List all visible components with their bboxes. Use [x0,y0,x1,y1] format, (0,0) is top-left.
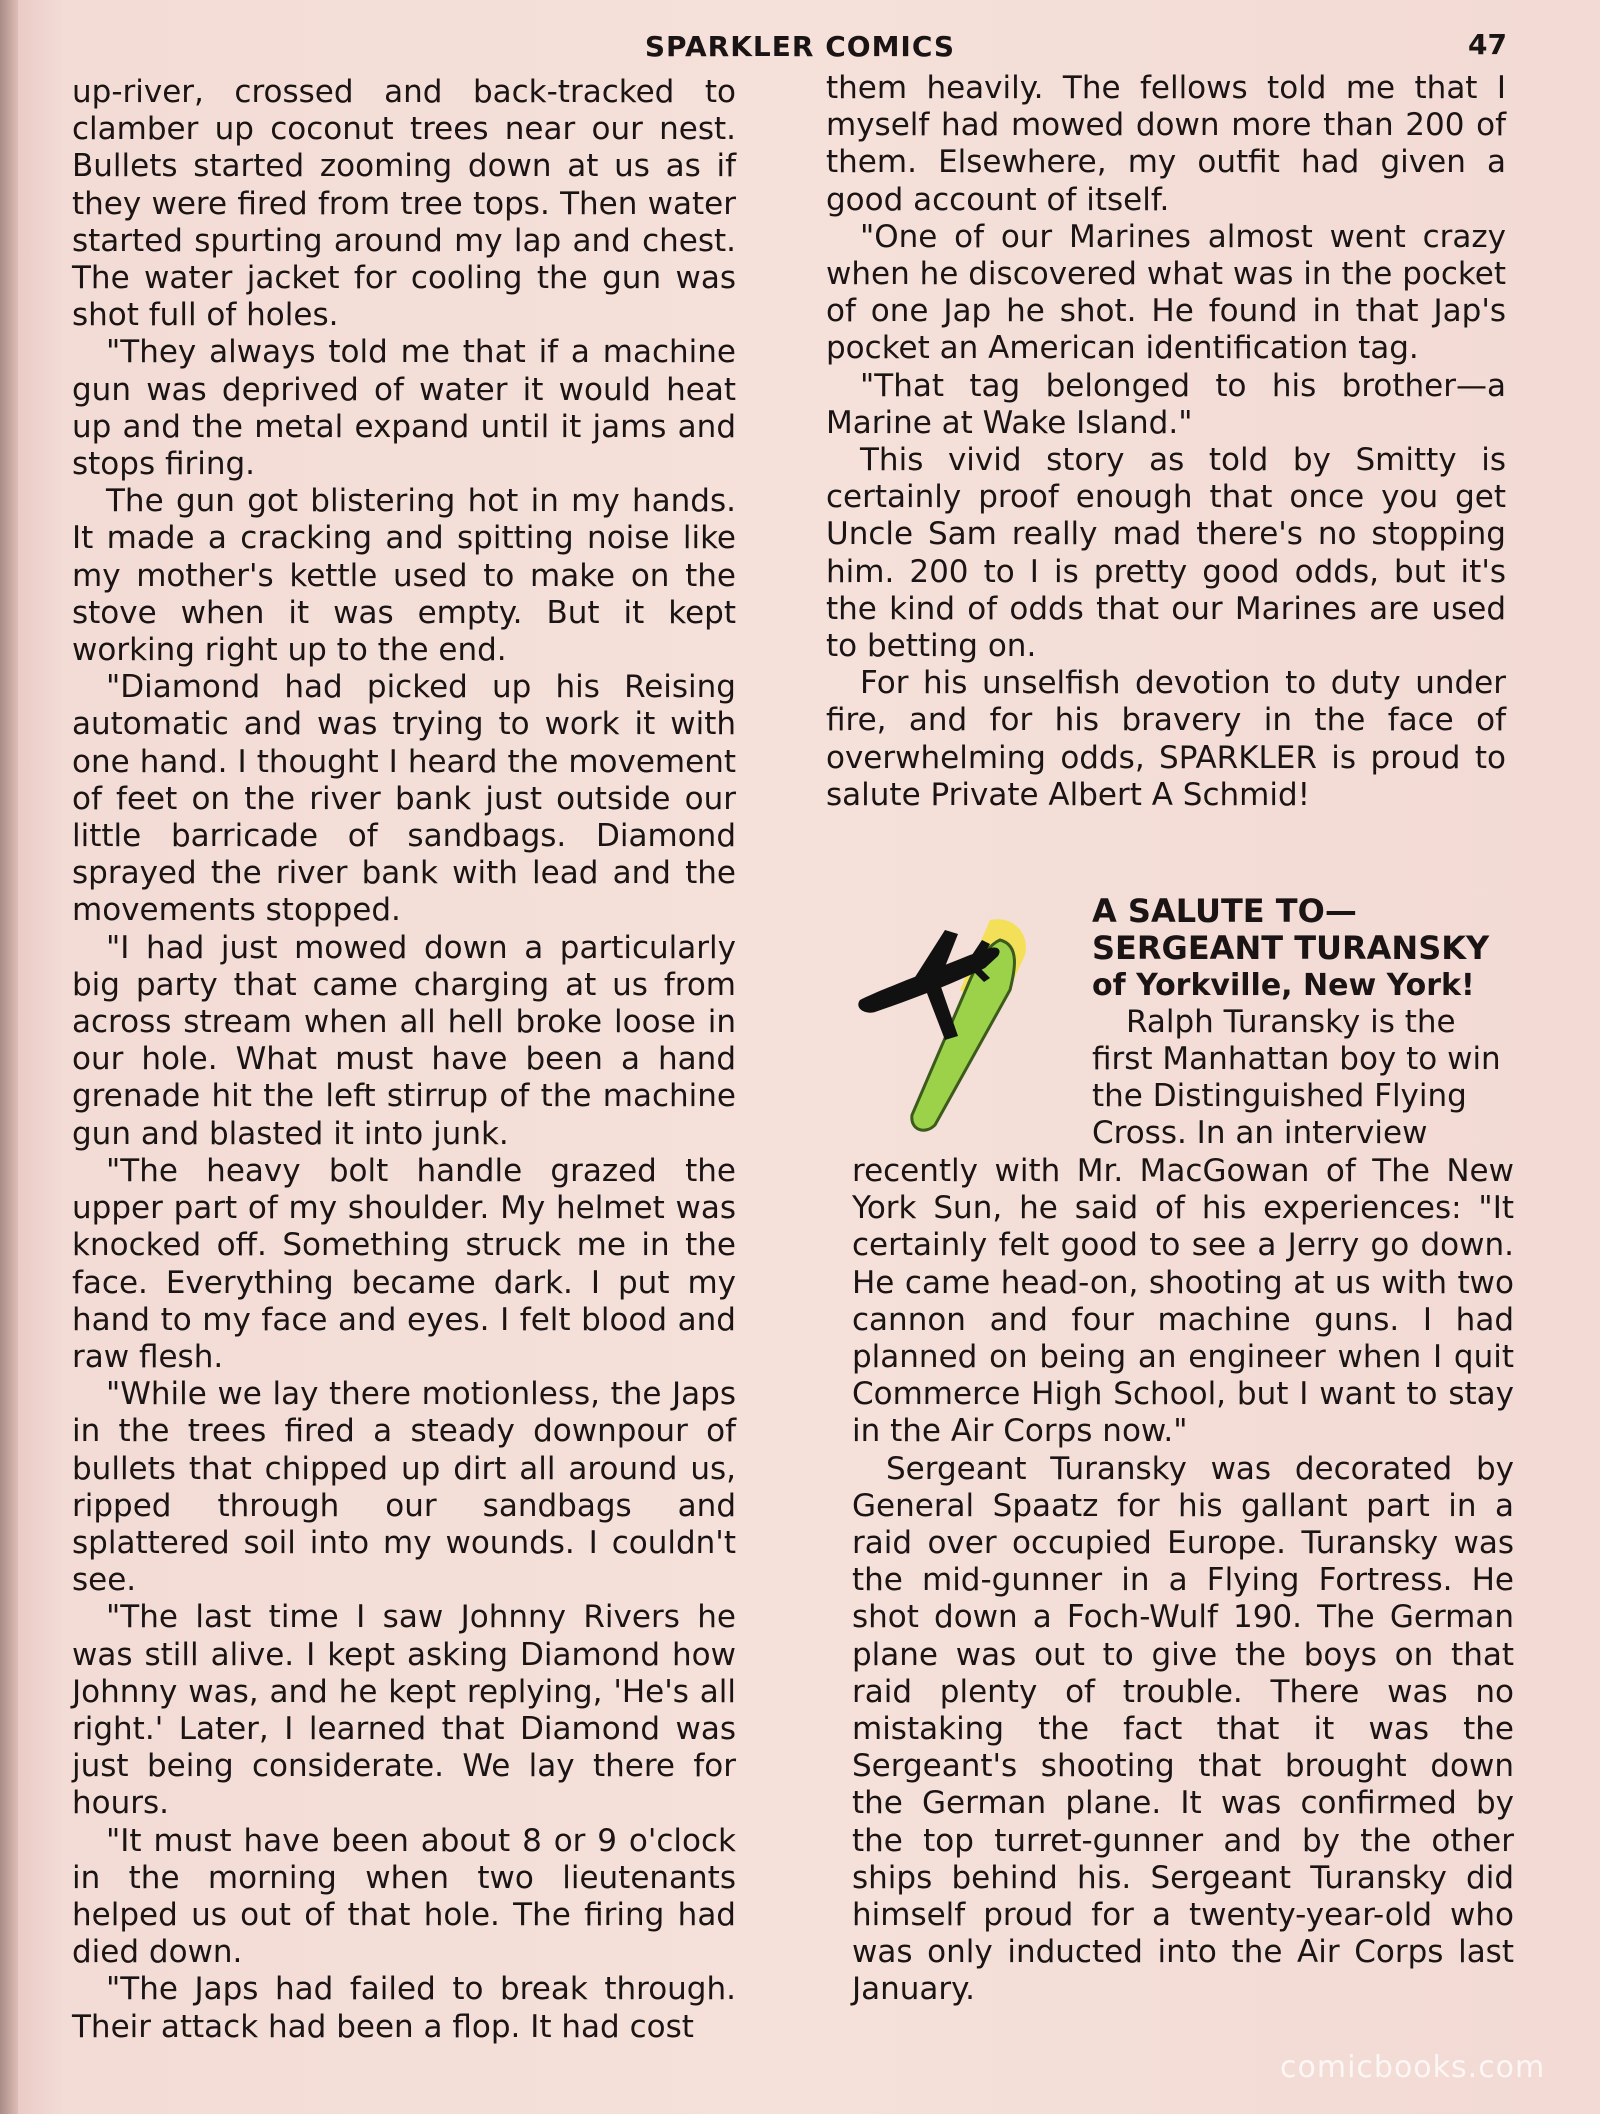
salute-intro-paragraph: Ralph Turansky is the first Manhattan boy to win the Distinguished Flying Cross. In an interview [1092,1004,1501,1151]
salute-heading-line1: A SALUTE TO— [1092,892,1357,930]
left-paragraph: The gun got blistering hot in my hands. It made a cracking and spitting noise like my mother's kettle used to make on the stove when it was empty. But it kept working right up to the end. [72,483,736,669]
left-paragraph: "The last time I saw Johnny Rivers he was still alive. I kept asking Diamond how Johnny was, and he kept replying, 'He's all right.' Later, I learned that Diamond was just being considerate. We lay there for hours. [72,1599,736,1822]
left-column [72,74,736,2046]
site-watermark: comicbooks.com [1280,2050,1546,2085]
left-paragraph: "Diamond had picked up his Reising automatic and was trying to work it with one hand. I thought I heard the movement of feet on the river bank just outside our little barricade of sandbags. Diamond sprayed the river bank with lead and the movements stopped. [72,669,736,929]
left-paragraph: "They always told me that if a machine gun was deprived of water it would heat up and the metal expand until it jams and stops firing. [72,334,736,483]
right-paragraph: This vivid story as told by Smitty is certainly proof enough that once you get Uncle Sam really mad there's no stopping him. 200 to I is pretty good odds, but it's the kind of odds that our Marines are used to betting on. [826,442,1506,665]
salute-heading-line2: SERGEANT TURANSKY [1092,929,1490,967]
bomber-plane-icon [840,900,1070,1140]
left-paragraph: "The heavy bolt handle grazed the upper part of my shoulder. My helmet was knocked off. Something struck me in the face. Everything became dark. I put my hand to my face and eyes. I felt blood and raw flesh. [72,1152,736,1375]
left-paragraph: up-river, crossed and back-tracked to clamber up coconut trees near our nest. Bullets started zooming down at us as if they were fired from tree tops. Then water started spurting around my lap and chest. The water jacket for cooling the gun was shot full of holes. [72,74,736,334]
right-paragraph: "One of our Marines almost went crazy when he discovered what was in the pocket of one Jap he shot. He found in that Jap's pocket an American identification tag. [826,218,1506,367]
left-paragraph: "It must have been about 8 or 9 o'clock in the morning when two lieutenants helped us out of that hole. The firing had died down. [72,1822,736,1971]
right-column-top [826,70,1506,814]
right-bottom-paragraph: recently with Mr. MacGowan of The New York Sun, he said of his experiences: "It certainly felt good to see a Jerry go down. He came head-on, shooting at us with two cannon and four machine guns. I had planned on being an engineer when I quit Commerce High School, but I want to stay in the Air Corps now." [852,1153,1514,1450]
right-column-bottom [852,1153,1514,2009]
salute-turansky-block [1092,893,1514,1152]
right-paragraph: For his unselfish devotion to duty under fire, and for his bravery in the face of overwhelming odds, SPARKLER is proud to salute Private Albert A Schmid! [826,665,1506,813]
left-paragraph: "The Japs had failed to break through. Their attack had been a flop. It had cost [72,1971,736,2045]
left-paragraph: "I had just mowed down a particularly big party that came charging at us from across stream when all hell broke loose in our hole. What must have been a hand grenade hit the left stirrup of the machine gun and blasted it into junk. [72,929,736,1152]
right-bottom-paragraph: Sergeant Turansky was decorated by General Spaatz for his gallant part in a raid over occupied Europe. Turansky was the mid-gunner in a Flying Fortress. He shot down a Foch-Wulf 190. The German plane was out to give the boys on that raid plenty of trouble. There was no mistaking the fact that it was the Sergeant's shooting that brought down the German plane. It was confirmed by the top turret-gunner and by the other ships behind his. Sergeant Turansky did himself proud for a twenty-year-old who was only inducted into the Air Corps last January. [852,1450,1514,2008]
page-gutter [0,0,18,2114]
right-paragraph: them heavily. The fellows told me that I myself had mowed down more than 200 of them. Elsewhere, my outfit had given a good account of itself. [826,70,1506,218]
page-number: 47 [1468,28,1507,61]
page-header-title: SPARKLER COMICS [644,30,956,63]
salute-heading-line3: of Yorkville, New York! [1092,968,1475,1003]
left-paragraph: "While we lay there motionless, the Japs in the trees fired a steady downpour of bullets that chipped up dirt all around us, ripped through our sandbags and splattered soil into my wounds. I couldn't see. [72,1376,736,1599]
right-paragraph: "That tag belonged to his brother—a Marine at Wake Island." [826,367,1506,441]
